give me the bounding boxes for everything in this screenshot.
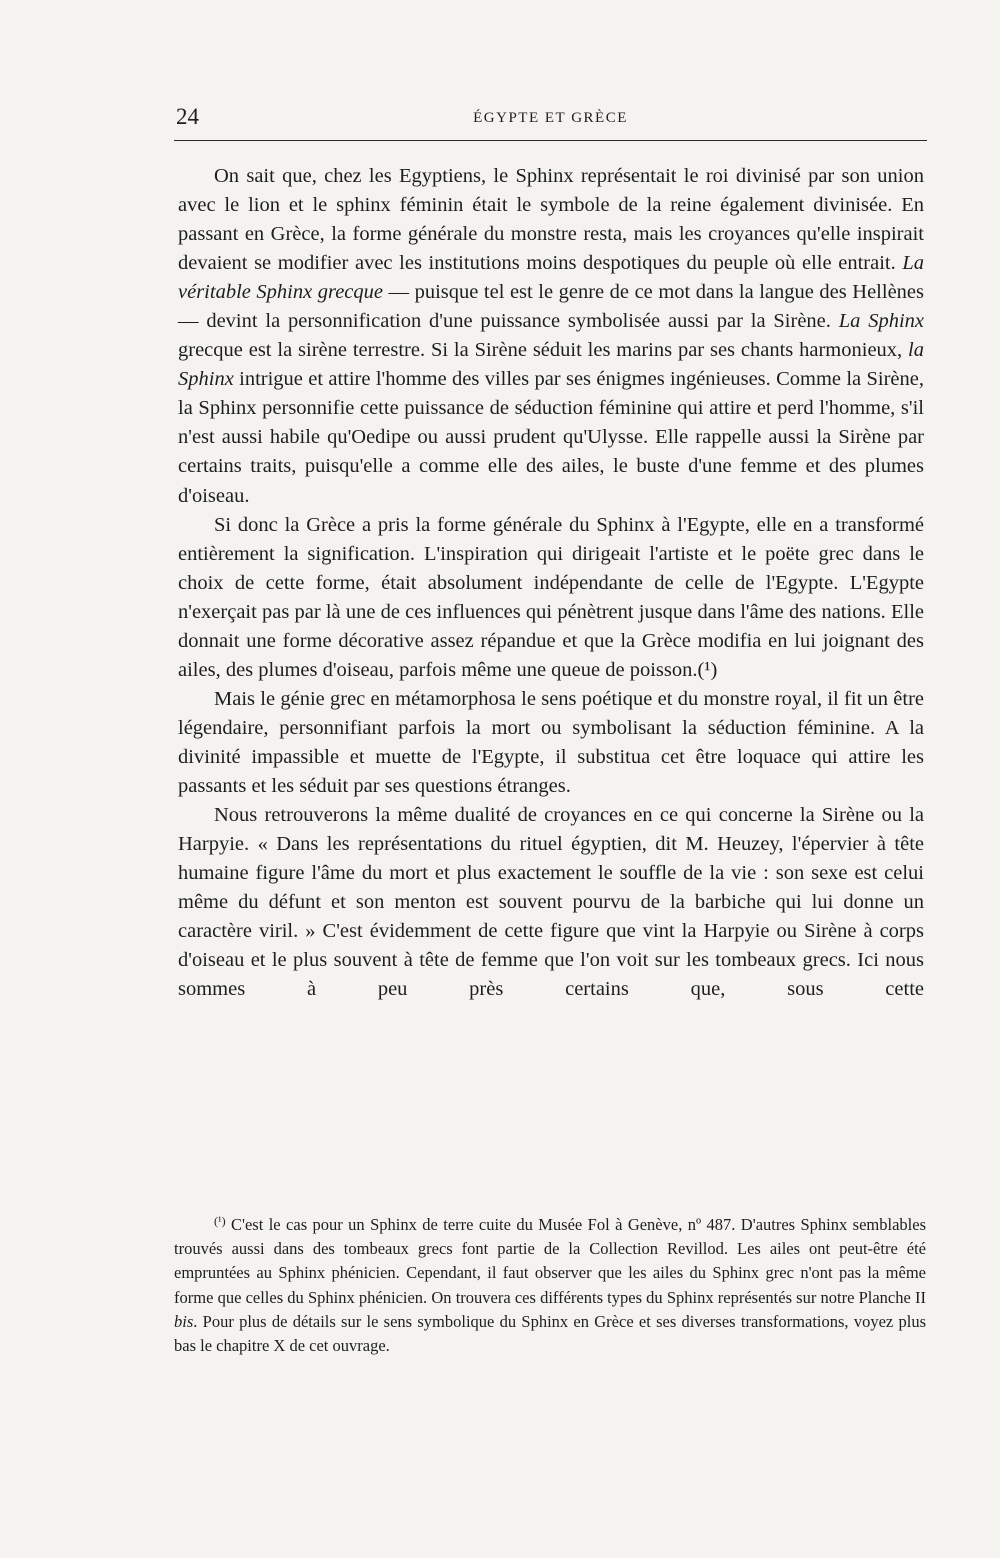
paragraph-1-text-a: On sait que, chez les Egyptiens, le Sphinx représentait le roi divinisé par son union avec le lion et le sphinx féminin était le symbole de la reine également divinisée. En passant en Grèce, la forme générale du monstre resta, mais les croyances qu'elle inspirait devaient se modifier avec les institutions moins despotiques du peuple où elle entrait. — [178, 165, 924, 275]
running-head — [176, 104, 925, 136]
paragraph-2-text: Si donc la Grèce a pris la forme générale du Sphinx à l'Egypte, elle en a transformé entièrement la signification. L'inspiration qui dirigeait l'artiste et le poëte grec dans le choix de cette forme, était absolument indépendante de celle de l'Egypte. L'Egypte n'exerçait pas par là une de ces influences qui pénètrent jusque dans l'âme des nations. Elle donnait une forme décorative assez répandue et que la Grèce modifia en lui joignant des ailes, des plumes d'oiseau, parfois même une queue de poisson. — [178, 513, 924, 681]
footnotes — [174, 1209, 926, 1358]
paragraph-1 — [178, 162, 924, 511]
footnote-text-b: . Pour plus de détails sur le sens symbolique du Sphinx en Grèce et ses diverses transformations, voyez plus bas le chapitre X de cet ouvrage. — [174, 1311, 926, 1356]
italic-phrase: la Sphinx — [178, 339, 924, 391]
footnote-text-a: C'est le cas pour un Sphinx de terre cuite du Musée Fol à Genève, nº 487. D'autres Sphinx semblables trouvés aussi dans des tombeaux grecs font partie de la Collection Revillod. Les ailes ont peut-être été empruntées au Sphinx phénicien. Cependant, il faut observer que les ailes du Sphinx grec n'ont pas la même forme que celles du Sphinx phénicien. On trouvera ces différents types du Sphinx représentés sur notre Planche II — [174, 1215, 926, 1307]
running-title: ÉGYPTE ET GRÈCE — [473, 110, 628, 126]
footnote-reference: (¹) — [697, 658, 718, 681]
paragraph-1-text-c: grecque est la sirène terrestre. Si la Sirène séduit les marins par ses chants harmonieux, — [178, 339, 909, 362]
footnote-1 — [174, 1209, 926, 1358]
footnote-marker: (¹) — [214, 1214, 226, 1228]
italic-phrase: La Sphinx — [838, 310, 924, 333]
footnote-italic: bis — [174, 1311, 194, 1331]
paragraph-1-text-b: — puisque tel est le genre de ce mot dans la langue des Hellènes — devint la personnification d'une puissance symbolisée aussi par la Sirène. — [178, 281, 924, 333]
paragraph-2 — [178, 511, 924, 685]
header-rule — [174, 140, 927, 141]
paragraph-3: Mais le génie grec en métamorphosa le sens poétique et du monstre royal, il fit un être légendaire, personnifiant parfois la mort ou symbolisant la séduction féminine. A la divinité impassible et muette de l'Egypte, il substitua cet être loquace qui attire les passants et les séduit par ses questions étranges. — [178, 687, 924, 797]
italic-phrase: La véritable Sphinx grecque — [178, 252, 924, 304]
page-number: 24 — [176, 104, 199, 129]
main-text — [178, 162, 924, 1004]
paragraph-4: Nous retrouverons la même dualité de croyances en ce qui concerne la Sirène ou la Harpyie. « Dans les représentations du rituel égyptien, dit M. Heuzey, l'épervier à tête humaine figure l'âme du mort et plus exactement le souffle de la vie : son sexe est celui même du défunt et son menton est souvent pourvu de la barbiche qui lui donne un caractère viril. » C'est évidemment de cette figure que vint la Harpyie ou Sirène à corps d'oiseau et le plus souvent à tête de femme que l'on voit sur les tombeaux grecs. Ici nous sommes à peu près certains que, sous cette — [178, 804, 924, 1001]
paragraph-1-text-d: intrigue et attire l'homme des villes par ses énigmes ingénieuses. Comme la Sirène, la Sphinx personnifie cette puissance de séduction féminine qui attire et perd l'homme, s'il n'est aussi habile qu'Oedipe ou aussi prudent qu'Ulysse. Elle rappelle aussi la Sirène par certains traits, puisqu'elle a comme elle des ailes, le buste d'une femme et des plumes d'oiseau. — [178, 368, 924, 507]
